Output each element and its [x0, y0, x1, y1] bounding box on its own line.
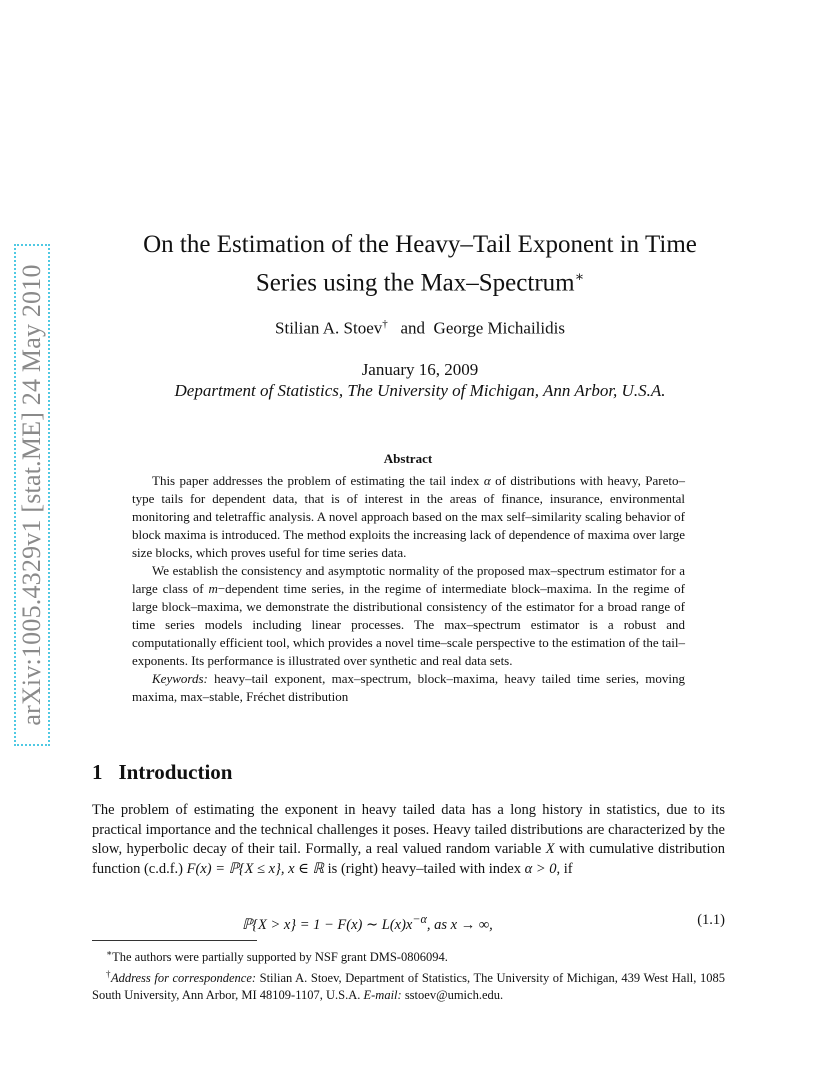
title-line-1: On the Estimation of the Heavy–Tail Exponent in Time	[143, 231, 697, 258]
footnote-1-mark: ∗	[106, 948, 113, 958]
arxiv-stamp	[14, 244, 50, 746]
x-variable: X	[545, 841, 555, 857]
author-1-mark: †	[382, 318, 388, 330]
abstract-paragraph-1	[132, 472, 685, 562]
paper-title	[80, 228, 760, 299]
abstract-heading: Abstract	[383, 451, 433, 466]
arxiv-id: arXiv:1005.4329v1 [stat.ME] 24 May 2010	[17, 264, 46, 726]
footnote-2-text: Stilian A. Stoev, Department of Statistics, The University of Michigan, 439 West Hall, 1085 South University, Ann Arbor, MI 48109-1107, U.S.A.	[92, 971, 725, 1003]
footnote-2	[92, 966, 725, 1004]
abstract-p1-text-b: of distributions with heavy, Pareto–type tails for dependent data, that is of interest in the areas of finance, insurance, environmental monitoring and teletraffic analysis. A novel approach based on the max self–similarity scaling behavior of block maxima is introduced. The method exploits the increasing lack of dependence of maxima over large size blocks, which proves useful for time series data.	[132, 473, 685, 560]
author-1: Stilian A. Stoev	[275, 318, 383, 338]
abstract-paragraph-2	[132, 562, 685, 670]
intro-text-a: The problem of estimating the exponent in heavy tailed data has a long history in statistics, due to its practical importance and the technical challenges it poses. Heavy tailed distributions are characterized by the slow, hyperbolic decay of their tail. Formally, a real valued random variable	[92, 802, 725, 857]
keywords-text: heavy–tail exponent, max–spectrum, block–maxima, heavy tailed time series, moving maxima, max–stable, Fréchet distribution	[132, 671, 685, 704]
footnote-2-label: Address for correspondence:	[110, 971, 257, 986]
abstract-keywords	[132, 670, 685, 706]
equation-lhs: ℙ{X > x} = 1 − F(x) ∼ L(x)x	[242, 916, 413, 933]
email-address[interactable]: sstoev@umich.edu.	[401, 988, 504, 1003]
affiliation: Department of Statistics, The University of Michigan, Ann Arbor, U.S.A.	[174, 381, 666, 400]
footnote-rule	[92, 940, 257, 941]
authors	[80, 318, 760, 339]
intro-text-d: , if	[556, 860, 573, 877]
abstract-p1-text-a: This paper addresses the problem of estimating the tail index	[152, 473, 484, 488]
footnote-1	[92, 945, 725, 966]
alpha-condition: α > 0	[524, 860, 557, 877]
equation-number: (1.1)	[697, 912, 725, 928]
title-footnote-mark: ∗	[574, 270, 585, 285]
section-heading	[92, 760, 232, 785]
intro-text-b: with cumulative distribution function (c.d.f.)	[92, 841, 725, 877]
footnote-1-text: The authors were partially supported by NSF grant DMS-0806094.	[112, 950, 448, 965]
equation-formula	[242, 912, 493, 934]
intro-body	[92, 801, 725, 879]
title-line-2	[80, 261, 760, 299]
paper-date: January 16, 2009	[361, 360, 479, 379]
author-2: George Michailidis	[433, 318, 565, 338]
author-separator: and	[400, 318, 426, 338]
section-title: Introduction	[118, 760, 233, 784]
title-line-2-text: Series using the Max–Spectrum	[255, 269, 575, 297]
abstract-p2-text-a: We establish the consistency and asymptotic normality of the proposed max–spectrum estimator for a large class of	[132, 563, 685, 596]
footnote-2-mark: †	[106, 969, 111, 980]
keywords-label: Keywords:	[152, 671, 208, 686]
intro-text-c: is (right) heavy–tailed with index	[324, 860, 525, 877]
footnotes	[92, 945, 725, 1004]
abstract-p2-text-b: −dependent time series, in the regime of intermediate block–maxima. In the regime of large block–maxima, we demonstrate the distributional consistency of the estimator for a broad range of time series models including linear processes. The max–spectrum estimator is a robust and computationally efficient tool, which provides a novel time–scale perspective to the estimation of the tail–exponents. Its performance is illustrated over synthetic and real data sets.	[132, 581, 685, 668]
abstract-body	[132, 472, 685, 706]
intro-paragraph	[92, 801, 725, 879]
equation-tail: , as x → ∞,	[426, 916, 493, 933]
m-symbol: m	[208, 581, 218, 596]
section-number: 1	[92, 760, 103, 784]
email-label: E-mail:	[363, 988, 402, 1003]
alpha-symbol: α	[483, 473, 491, 488]
equation-exponent: −α	[412, 912, 427, 926]
cdf-formula: F(x) = ℙ{X ≤ x}, x ∈ ℝ	[186, 860, 325, 877]
